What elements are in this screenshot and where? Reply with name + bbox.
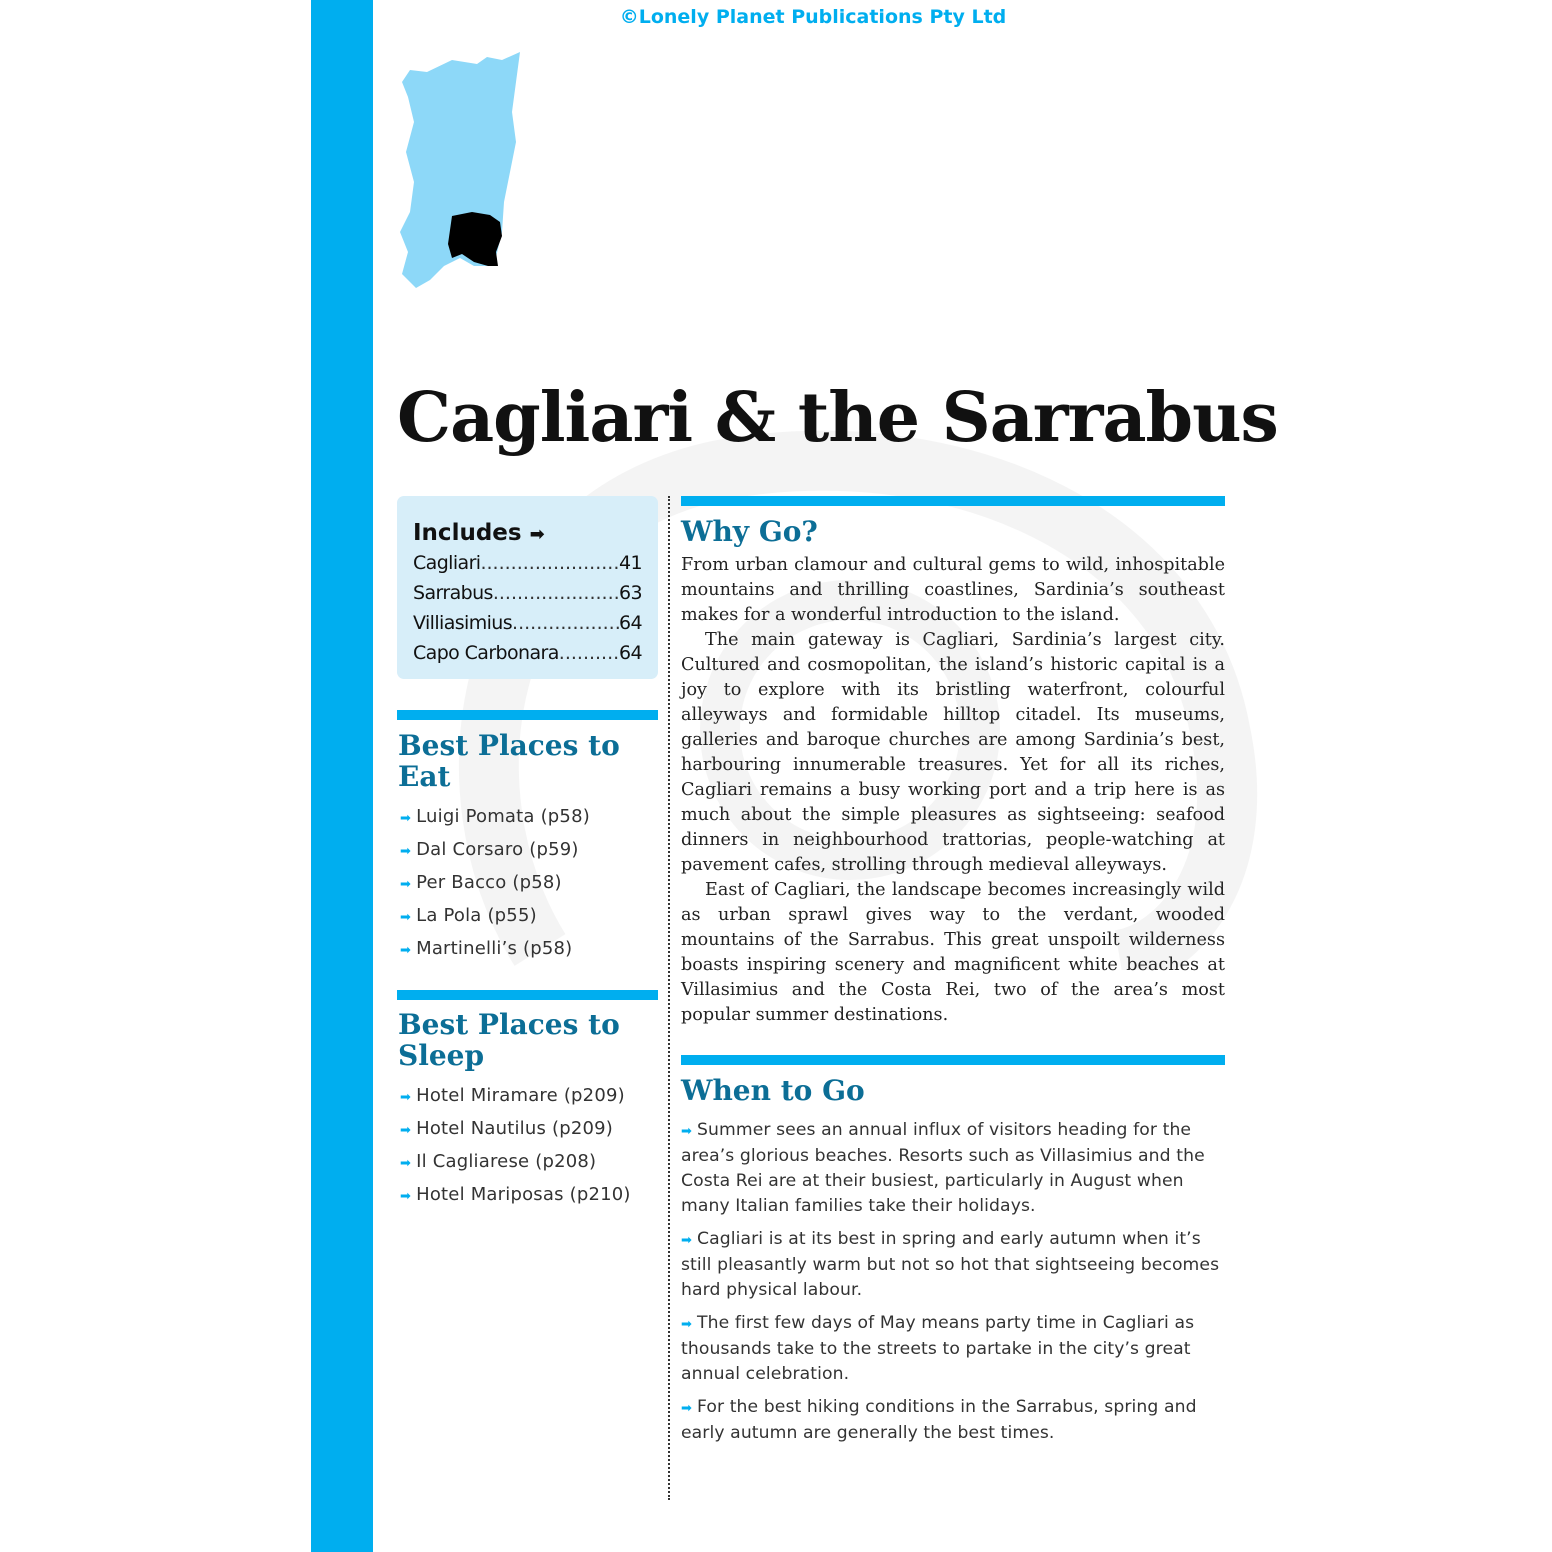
arrow-right-icon: ➡ xyxy=(529,524,545,545)
includes-item-page: 64 xyxy=(619,612,642,634)
when-to-go-heading: When to Go xyxy=(681,1074,865,1107)
includes-item-page: 41 xyxy=(619,552,642,574)
list-item xyxy=(400,1079,631,1112)
sleep-item: Hotel Mariposas (p210) xyxy=(416,1184,631,1205)
eat-item: La Pola (p55) xyxy=(416,905,537,926)
includes-heading xyxy=(413,520,642,546)
when-item: Cagliari is at its best in spring and early autumn when it’s still pleasantly warm but not so hot that sightseeing becomes hard physical labour. xyxy=(681,1229,1220,1300)
when-to-go-list xyxy=(681,1118,1229,1454)
arrow-right-icon: ➡ xyxy=(400,811,412,826)
includes-item xyxy=(413,578,642,608)
arrow-right-icon: ➡ xyxy=(400,910,412,925)
arrow-right-icon: ➡ xyxy=(681,1233,692,1248)
eat-item: Luigi Pomata (p58) xyxy=(416,806,590,827)
includes-item-name: Sarrabus xyxy=(413,582,493,604)
section-rule xyxy=(397,710,658,720)
list-item xyxy=(400,899,590,932)
section-rule xyxy=(681,1055,1225,1065)
arrow-right-icon: ➡ xyxy=(400,943,412,958)
arrow-right-icon: ➡ xyxy=(400,844,412,859)
arrow-right-icon: ➡ xyxy=(681,1124,692,1139)
sleep-item: Hotel Nautilus (p209) xyxy=(416,1118,613,1139)
why-go-body xyxy=(681,553,1225,1028)
when-item: Summer sees an annual influx of visitors heading for the area’s glorious beaches. Resorts such as Villasimius and the Costa Rei are at their busiest, particularly in August when many Italian families take their holidays. xyxy=(681,1120,1205,1216)
paragraph: East of Cagliari, the landscape becomes increasingly wild as urban sprawl gives way to the verdant, wooded mountains of the Sarrabus. This great unspoilt wilderness boasts inspiring scenery and magnificent white beaches at Villasimius and the Costa Rei, two of the area’s most popular summer destinations. xyxy=(681,880,1225,1025)
includes-item xyxy=(413,608,642,638)
sleep-item: Il Cagliarese (p208) xyxy=(416,1151,597,1172)
arrow-right-icon: ➡ xyxy=(400,1156,412,1171)
arrow-right-icon: ➡ xyxy=(400,877,412,892)
list-item xyxy=(681,1395,1229,1446)
includes-item-name: Cagliari xyxy=(413,552,481,574)
when-item: The first few days of May means party time in Cagliari as thousands take to the streets to partake in the city’s great annual celebration. xyxy=(681,1313,1195,1384)
list-item xyxy=(681,1227,1229,1303)
section-rule xyxy=(397,990,658,1000)
list-item xyxy=(400,833,590,866)
side-color-bar xyxy=(311,0,373,1552)
arrow-right-icon: ➡ xyxy=(400,1189,412,1204)
list-item xyxy=(681,1118,1229,1219)
when-item: For the best hiking conditions in the Sarrabus, spring and early autumn are generally the best times. xyxy=(681,1397,1197,1443)
list-item xyxy=(400,866,590,899)
includes-box xyxy=(397,496,658,679)
arrow-right-icon: ➡ xyxy=(681,1317,692,1332)
arrow-right-icon: ➡ xyxy=(400,1090,412,1105)
sardinia-locator-map xyxy=(392,52,527,288)
list-item xyxy=(400,1178,631,1211)
paragraph: From urban clamour and cultural gems to wild, inhospitable mountains and thrilling coastlines, Sardinia’s southeast makes for a wonderful introduction to the island. xyxy=(681,555,1225,625)
sleep-list xyxy=(400,1079,631,1211)
section-rule xyxy=(681,496,1225,506)
includes-item-name: Capo Carbonara xyxy=(413,642,559,664)
list-item xyxy=(400,932,590,965)
eat-list xyxy=(400,800,590,965)
includes-item-page: 63 xyxy=(619,582,642,604)
list-item xyxy=(400,800,590,833)
eat-item: Per Bacco (p58) xyxy=(416,872,562,893)
includes-item-page: 64 xyxy=(619,642,642,664)
list-item xyxy=(400,1112,631,1145)
sleep-item: Hotel Miramare (p209) xyxy=(416,1085,625,1106)
list-item xyxy=(400,1145,631,1178)
includes-item-name: Villiasimius xyxy=(413,612,513,634)
eat-item: Martinelli’s (p58) xyxy=(416,938,573,959)
eat-item: Dal Corsaro (p59) xyxy=(416,839,579,860)
page-title: Cagliari & the Sarrabus xyxy=(397,378,1278,458)
copyright-notice: ©Lonely Planet Publications Pty Ltd xyxy=(619,6,1007,28)
eat-heading: Best Places to Eat xyxy=(398,729,620,793)
sleep-heading: Best Places to Sleep xyxy=(398,1008,620,1072)
includes-item xyxy=(413,548,642,578)
paragraph: The main gateway is Cagliari, Sardinia’s largest city. Cultured and cosmopolitan, the island’s historic capital is a joy to explore with its bristling waterfront, colourful alleyways and formidable hilltop citadel. Its museums, galleries and baroque churches are among Sardinia’s best, harbouring innumerable treasures. Yet for all its riches, Cagliari remains a busy working port and a trip here is as much about the simple pleasures as sightseeing: seafood dinners in neighbourhood trattorias, people-watching at pavement cafes, strolling through medieval alleyways. xyxy=(681,630,1225,875)
arrow-right-icon: ➡ xyxy=(681,1401,692,1416)
includes-item xyxy=(413,638,642,668)
arrow-right-icon: ➡ xyxy=(400,1123,412,1138)
column-divider xyxy=(668,496,670,1500)
includes-label: Includes xyxy=(413,520,522,546)
list-item xyxy=(681,1311,1229,1387)
why-go-heading: Why Go? xyxy=(681,515,818,548)
